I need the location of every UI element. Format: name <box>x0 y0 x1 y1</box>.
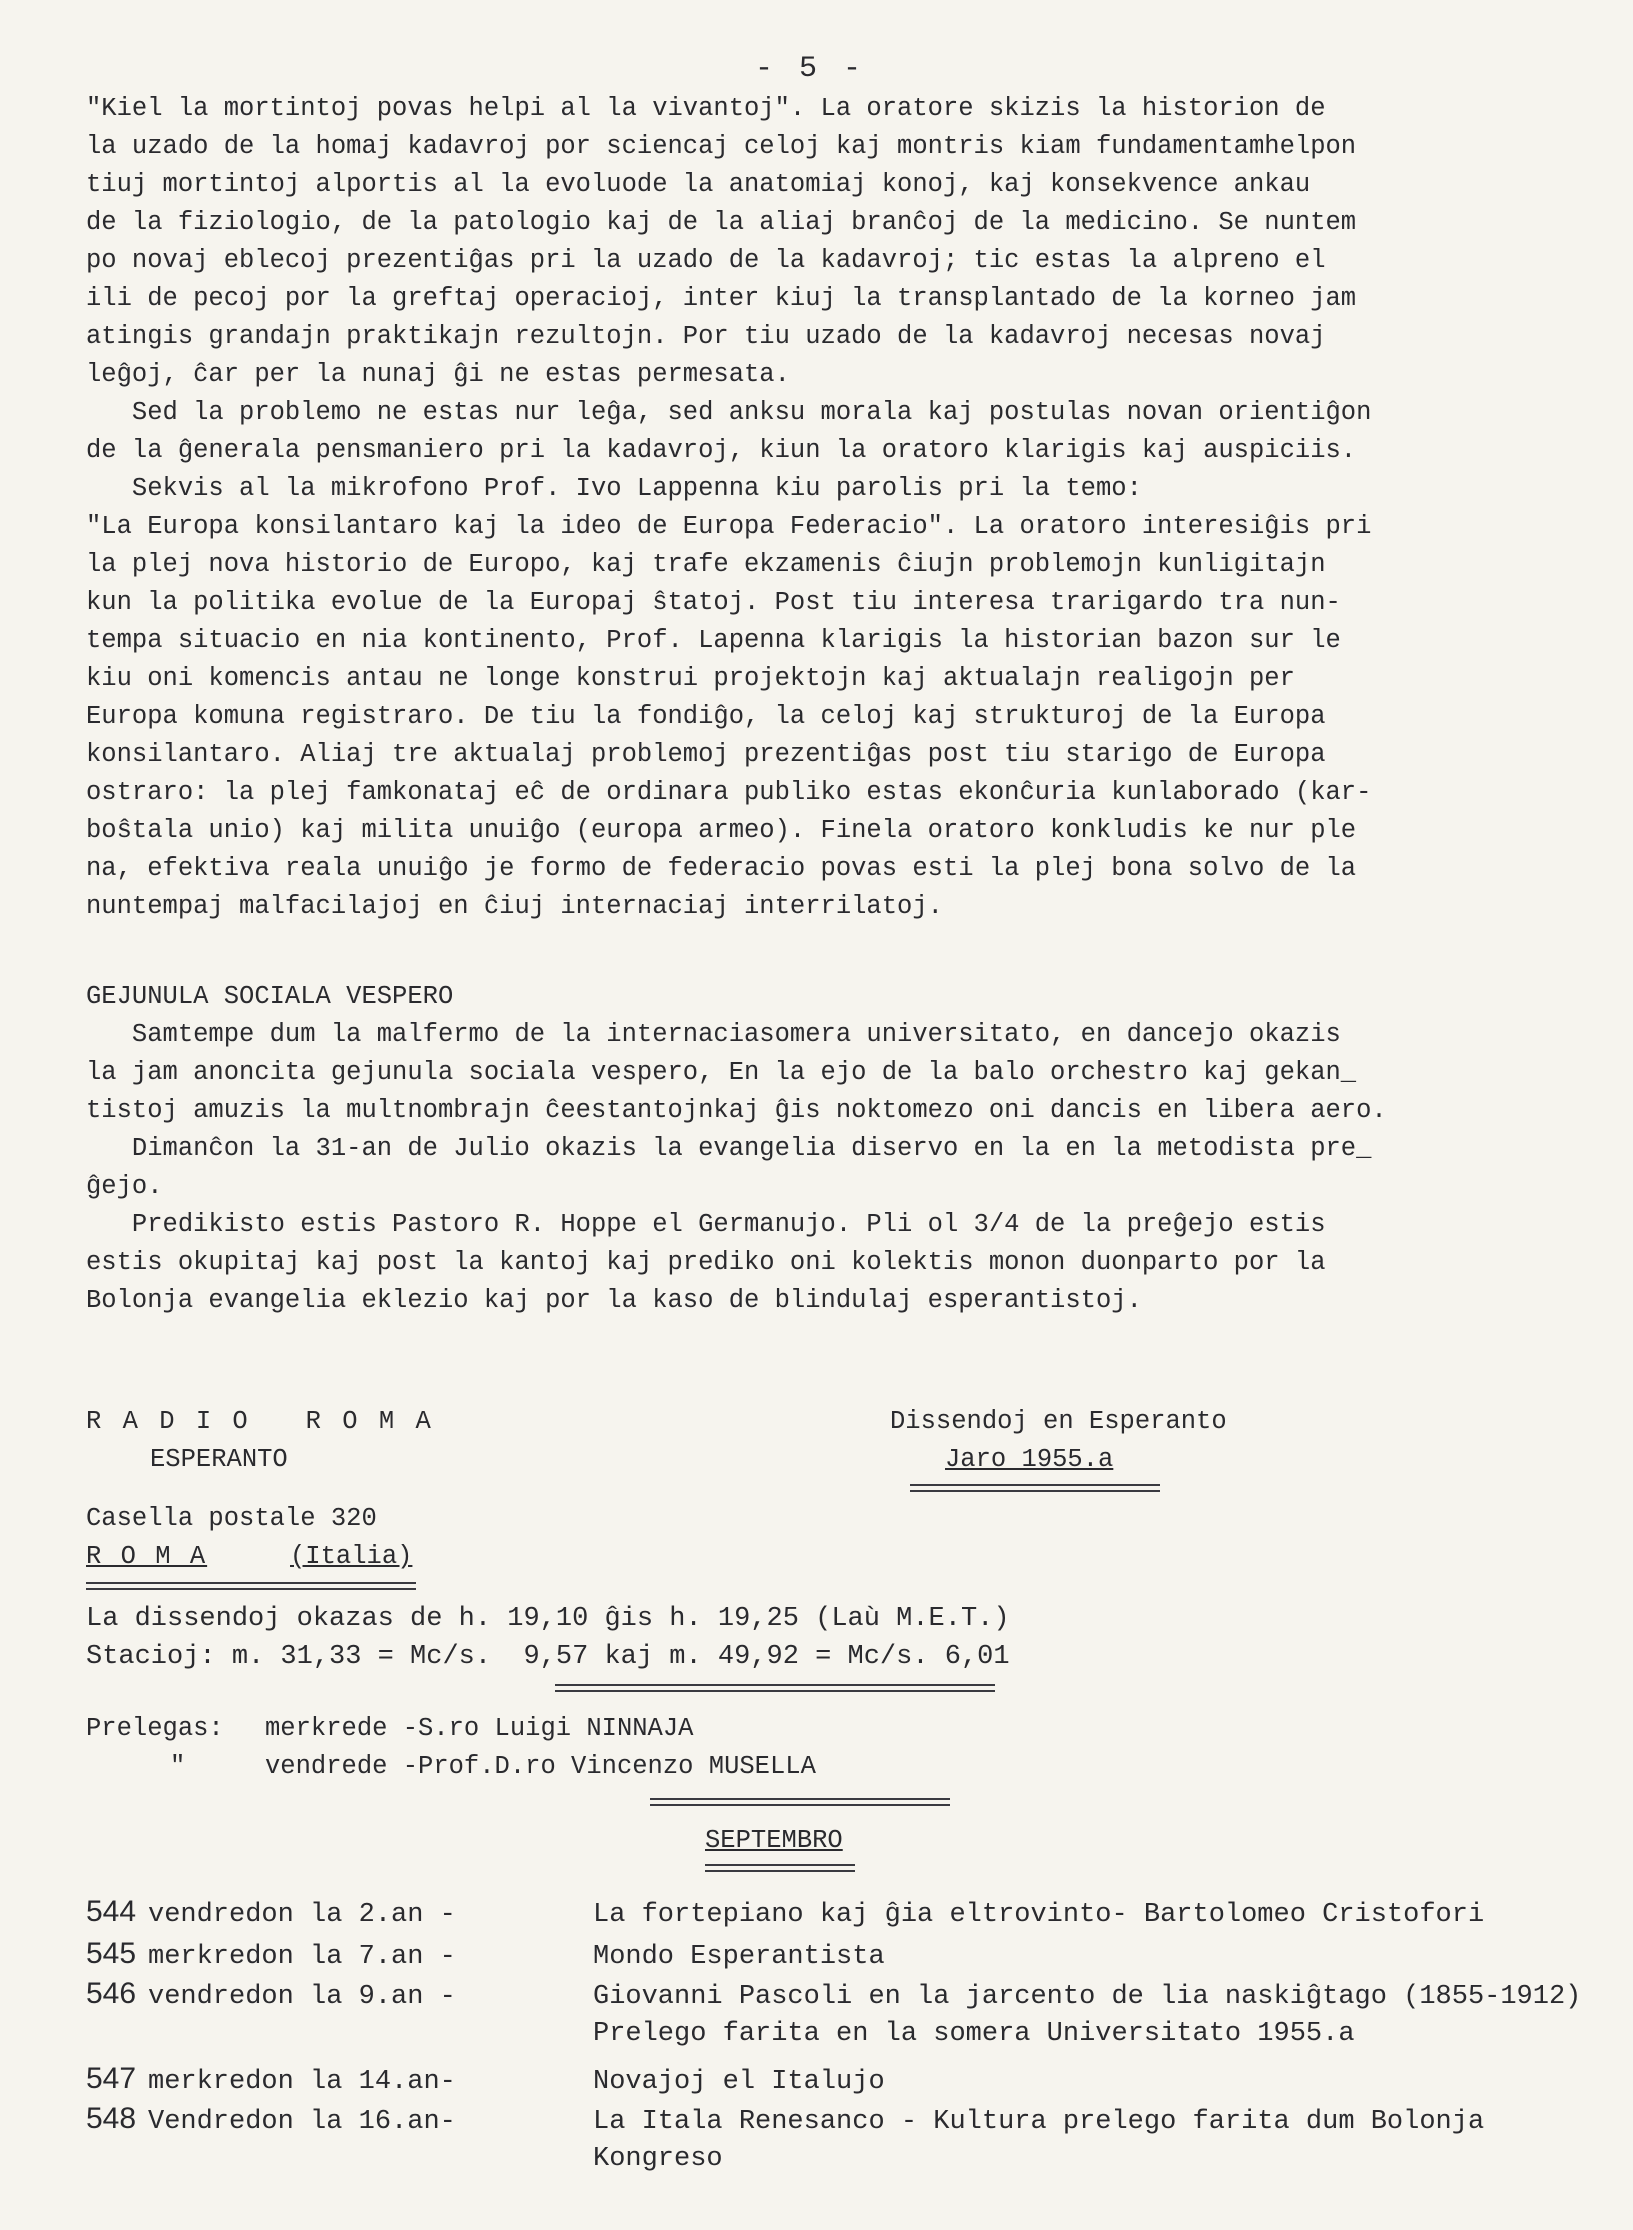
social-line: Dimanĉon la 31-an de Julio okazis la evangelia diservo en la en la metodista pre_ <box>86 1134 1372 1163</box>
social-line: Predikisto estis Pastoro R. Hoppe el Germanujo. Pli ol 3/4 de la preĝejo estis <box>86 1210 1326 1239</box>
speaker-1: merkrede -S.ro Luigi NINNAJA <box>265 1714 694 1743</box>
program-number: 548 <box>86 2102 137 2135</box>
article-line: la uzado de la homaj kadavroj por sciencaj celoj kaj montris kiam fundamentamhelpon <box>86 132 1357 161</box>
article-line: "Kiel la mortintoj povas helpi al la vivantoj". La oratore skizis la historion de <box>86 94 1326 123</box>
double-rule <box>86 1582 416 1584</box>
program-day: vendredon la 2.an - <box>148 1900 456 1930</box>
address-country: (Italia) <box>290 1542 413 1571</box>
program-number: 546 <box>86 1977 137 2010</box>
program-row <box>86 2060 885 2101</box>
program-day: merkredon la 7.an - <box>148 1942 456 1972</box>
year-label: Jaro 1955.a <box>945 1445 1114 1474</box>
speaker-2: vendrede -Prof.D.ro Vincenzo MUSELLA <box>265 1752 816 1781</box>
double-rule <box>705 1864 855 1866</box>
article-text <box>86 90 1566 926</box>
article-line: ostraro: la plej famkonataj eĉ de ordinara publiko estas ekonĉuria kunlaborado (kar- <box>86 778 1372 807</box>
program-title-continued: Kongreso <box>593 2144 723 2174</box>
program-day: Vendredon la 16.an- <box>148 2107 456 2137</box>
social-line: Bolonja evangelia eklezio kaj por la kaso de blindulaj esperantistoj. <box>86 1286 1142 1315</box>
article-line: atingis grandajn praktikajn rezultojn. Por tiu uzado de la kadavroj necesas novaj <box>86 322 1326 351</box>
article-line: konsilantaro. Aliaj tre aktualaj problemoj prezentiĝas post tiu starigo de Europa <box>86 740 1326 769</box>
program-row <box>86 1935 885 1976</box>
double-rule <box>910 1484 1160 1486</box>
social-text <box>86 1016 1566 1320</box>
article-line: boŝtala unio) kaj milita unuiĝo (europa armeo). Finela oratoro konkludis ke nur ple <box>86 816 1357 845</box>
article-line: ili de pecoj por la greftaj operacioj, inter kiuj la transplantado de la korneo jam <box>86 284 1357 313</box>
section-heading: GEJUNULA SOCIALA VESPERO <box>86 982 454 1011</box>
schedule-line-1: La dissendoj okazas de h. 19,10 ĝis h. 19,25 (Laù M.E.T.) <box>86 1604 1010 1634</box>
article-line: la plej nova historio de Europo, kaj trafe ekzamenis ĉiujn problemojn kunligitajn <box>86 550 1326 579</box>
address-line-1: Casella postale 320 <box>86 1504 377 1533</box>
article-line: de la ĝenerala pensmaniero pri la kadavroj, kiun la oratoro klarigis kaj auspiciis. <box>86 436 1357 465</box>
speakers-label: Prelegas: <box>86 1714 224 1743</box>
program-row <box>86 2100 1484 2141</box>
radio-name: R A D I O R O M A <box>86 1407 434 1436</box>
program-title-continued: Prelego farita en la somera Universitato 1955.a <box>593 2019 1355 2049</box>
article-line: nuntempaj malfacilajoj en ĉiuj internaciaj interrilatoj. <box>86 892 943 921</box>
article-line: leĝoj, ĉar per la nunaj ĝi ne estas permesata. <box>86 360 790 389</box>
ditto-mark: " <box>170 1752 186 1781</box>
schedule-line-2: Stacioj: m. 31,33 = Mc/s. 9,57 kaj m. 49,92 = Mc/s. 6,01 <box>86 1642 1010 1672</box>
program-title: La fortepiano kaj ĝia eltrovinto- Bartolomeo Cristofori <box>593 1900 1485 1930</box>
article-line: de la fiziologio, de la patologio kaj de la aliaj branĉoj de la medicino. Se nuntem <box>86 208 1357 237</box>
social-line: Samtempe dum la malfermo de la internaciasomera universitato, en dancejo okazis <box>86 1020 1341 1049</box>
article-line: tiuj mortintoj alportis al la evoluode la anatomiaj konoj, kaj konsekvence ankau <box>86 170 1311 199</box>
program-title: Giovanni Pascoli en la jarcento de lia naskiĝtago (1855-1912) <box>593 1982 1582 2012</box>
program-row <box>86 1975 1581 2016</box>
radio-sub: ESPERANTO <box>150 1445 288 1474</box>
program-number: 544 <box>86 1895 137 1928</box>
program-day: vendredon la 9.an - <box>148 1982 456 2012</box>
program-title: Novajoj el Italujo <box>593 2067 885 2097</box>
program-day: merkredon la 14.an- <box>148 2067 456 2097</box>
program-number: 545 <box>86 1937 137 1970</box>
address-city: R O M A <box>86 1542 208 1571</box>
program-row <box>86 1893 1484 1934</box>
article-line: po novaj eblecoj prezentiĝas pri la uzado de la kadavroj; tic estas la alpreno el <box>86 246 1326 275</box>
double-rule <box>650 1798 950 1800</box>
social-line: la jam anoncita gejunula sociala vespero, En la ejo de la balo orchestro kaj gekan_ <box>86 1058 1357 1087</box>
article-line: tempa situacio en nia kontinento, Prof. Lapenna klarigis la historian bazon sur le <box>86 626 1341 655</box>
article-line: na, efektiva reala unuiĝo je formo de federacio povas esti la plej bona solvo de la <box>86 854 1357 883</box>
page-number: - 5 - <box>755 52 866 86</box>
article-line: Sekvis al la mikrofono Prof. Ivo Lappenna kiu parolis pri la temo: <box>86 474 1142 503</box>
social-line: tistoj amuzis la multnombrajn ĉeestantojnkaj ĝis noktomezo oni dancis en libera aero. <box>86 1096 1387 1125</box>
article-line: "La Europa konsilantaro kaj la ideo de Europa Federacio". La oratoro interesiĝis pri <box>86 512 1372 541</box>
social-line: ĝejo. <box>86 1172 163 1201</box>
broadcasts-title: Dissendoj en Esperanto <box>890 1407 1227 1436</box>
article-line: kiu oni komencis antau ne longe konstrui projektojn kaj aktualajn realigojn per <box>86 664 1295 693</box>
article-line: Europa komuna registraro. De tiu la fondiĝo, la celoj kaj strukturoj de la Europa <box>86 702 1326 731</box>
double-rule <box>555 1684 995 1686</box>
article-line: kun la politika evolue de la Europaj ŝtatoj. Post tiu interesa trarigardo tra nun- <box>86 588 1341 617</box>
program-number: 547 <box>86 2062 137 2095</box>
month-heading: SEPTEMBRO <box>705 1826 843 1855</box>
program-title: La Itala Renesanco - Kultura prelego farita dum Bolonja <box>593 2107 1485 2137</box>
program-title: Mondo Esperantista <box>593 1942 885 1972</box>
article-line: Sed la problemo ne estas nur leĝa, sed anksu morala kaj postulas novan orientiĝon <box>86 398 1372 427</box>
social-line: estis okupitaj kaj post la kantoj kaj prediko oni kolektis monon duonparto por la <box>86 1248 1326 1277</box>
